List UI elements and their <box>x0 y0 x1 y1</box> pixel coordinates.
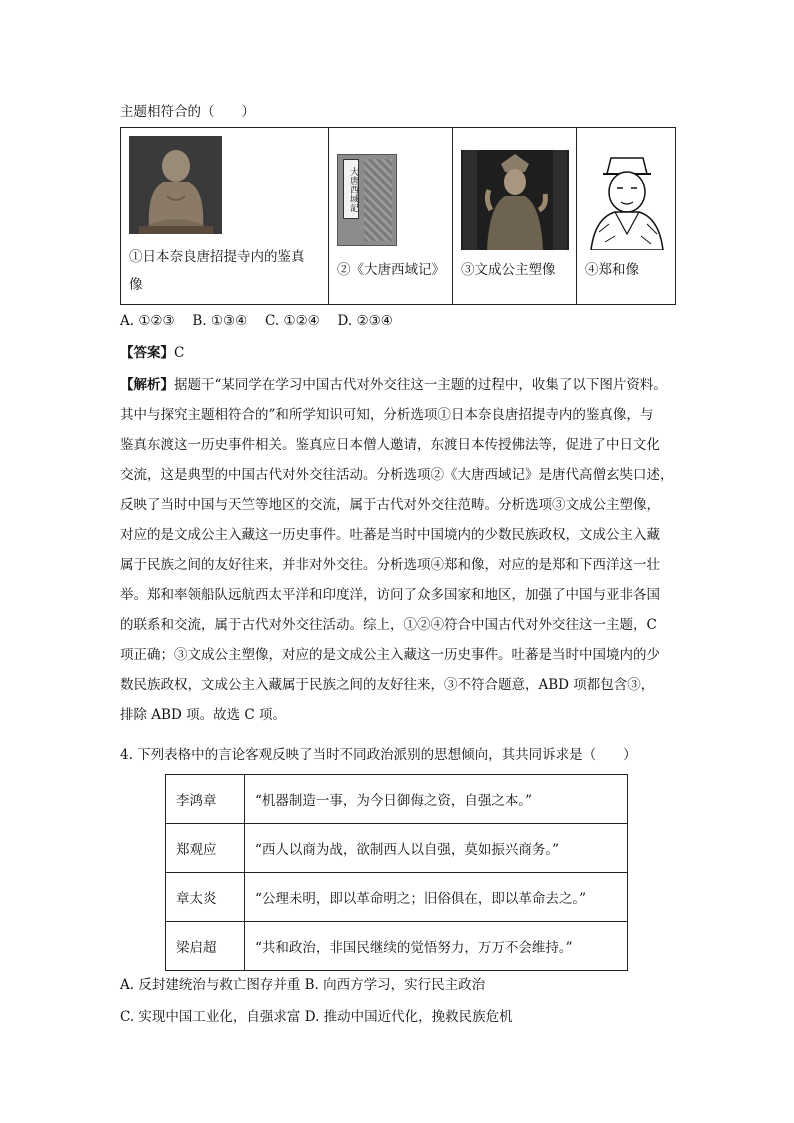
image-cell-book <box>329 128 453 304</box>
image-cell-jianzhen <box>121 128 329 304</box>
speaker-name: 郑观应 <box>166 824 245 873</box>
analysis-line-2: 其中与探究主题相符合的”和所学知识可知，分析选项①日本奈良唐招提寺内的鉴真像，与 <box>120 407 654 423</box>
portrait-drawing-icon <box>585 152 669 250</box>
analysis-line-7: 属于民族之间的友好往来，并非对外交往。分析选项④郑和像，对应的是郑和下西洋这一壮 <box>120 557 660 573</box>
analysis-line-4: 交流，这是典型的中国古代对外交往活动。分析选项②《大唐西域记》是唐代高僧玄奘口述， <box>120 467 674 483</box>
analysis-line-11: 数民族政权，文成公主入藏属于民族之间的友好往来，③不符合题意，ABD 项都包含③， <box>120 677 655 693</box>
table-row <box>166 922 628 971</box>
princess-statue-photo-icon <box>461 150 569 250</box>
table-row <box>166 873 628 922</box>
caption-zhenghe: ④郑和像 <box>585 262 639 278</box>
table-row <box>166 824 628 873</box>
caption-jianzhen-line2: 像 <box>129 277 143 293</box>
q3-options: A. ①②③ B. ①③④ C. ①②④ D. ②③④ <box>120 313 393 329</box>
image-table <box>120 127 676 305</box>
speaker-quote: “西人以商为战，欲制西人以自强，莫如振兴商务。” <box>245 824 628 873</box>
analysis-line-10: 项正确；③文成公主塑像，对应的是文成公主入藏这一历史事件。吐蕃是当时中国境内的少 <box>120 647 660 663</box>
analysis-line-8: 举。郑和率领船队远航西太平洋和印度洋，访问了众多国家和地区，加强了中国与亚非各国 <box>120 587 660 603</box>
speaker-quote: “共和政治，非国民继续的觉悟努力，万万不会维持。” <box>245 922 628 971</box>
speaker-name: 章太炎 <box>166 873 245 922</box>
image-cell-wencheng <box>453 128 577 304</box>
q4-stem: 4. 下列表格中的言论客观反映了当时不同政治派别的思想倾向，其共同诉求是（ ） <box>120 747 637 763</box>
analysis-line-5: 反映了当时中国与天竺等地区的交流，属于古代对外交往范畴。分析选项③文成公主塑像， <box>120 497 660 513</box>
answer-line <box>120 344 184 362</box>
speaker-quote: “公理未明，即以革命明之；旧俗俱在，即以革命去之。” <box>245 873 628 922</box>
answer-value: C <box>174 345 185 361</box>
quote-table <box>165 774 628 971</box>
caption-book: ②《大唐西域记》 <box>337 262 445 278</box>
analysis-line-9: 的联系和交流，属于古代对外交往活动。综上，①②④符合中国古代对外交往这一主题，C <box>120 617 657 633</box>
answer-label: 【答案】 <box>120 345 174 361</box>
caption-wencheng: ③文成公主塑像 <box>461 262 556 278</box>
analysis-line-3: 鉴真东渡这一历史事件相关。鉴真应日本僧人邀请，东渡日本传授佛法等，促进了中日文化 <box>120 437 660 453</box>
analysis-line-6: 对应的是文成公主入藏这一历史事件。吐蕃是当时中国境内的少数民族政权，文成公主入藏 <box>120 527 660 543</box>
book-title-label: 大唐西域記 <box>343 159 359 219</box>
analysis-text: 据题干“某同学在学习中国古代对外交往这一主题的过程中，收集了以下图片资料。 <box>174 377 667 393</box>
book-cover-icon <box>337 154 397 246</box>
q4-options-line1: A. 反封建统治与救亡图存并重 B. 向西方学习，实行民主政治 <box>120 977 486 993</box>
speaker-name: 李鸿章 <box>166 775 245 824</box>
table-row <box>166 775 628 824</box>
speaker-quote: “机器制造一事，为今日御侮之资，自强之本。” <box>245 775 628 824</box>
analysis-line-1 <box>120 376 667 394</box>
caption-jianzhen-line1: ①日本奈良唐招提寺内的鉴真 <box>129 249 305 265</box>
analysis-line-12: 排除 ABD 项。故选 C 项。 <box>120 707 286 723</box>
analysis-label: 【解析】 <box>120 377 174 393</box>
statue-photo-icon <box>129 136 222 234</box>
q4-options-line2: C. 实现中国工业化，自强求富 D. 推动中国近代化，挽救民族危机 <box>120 1009 513 1025</box>
speaker-name: 梁启超 <box>166 922 245 971</box>
question-intro: 主题相符合的（ ） <box>120 104 255 120</box>
image-cell-zhenghe <box>577 128 675 304</box>
